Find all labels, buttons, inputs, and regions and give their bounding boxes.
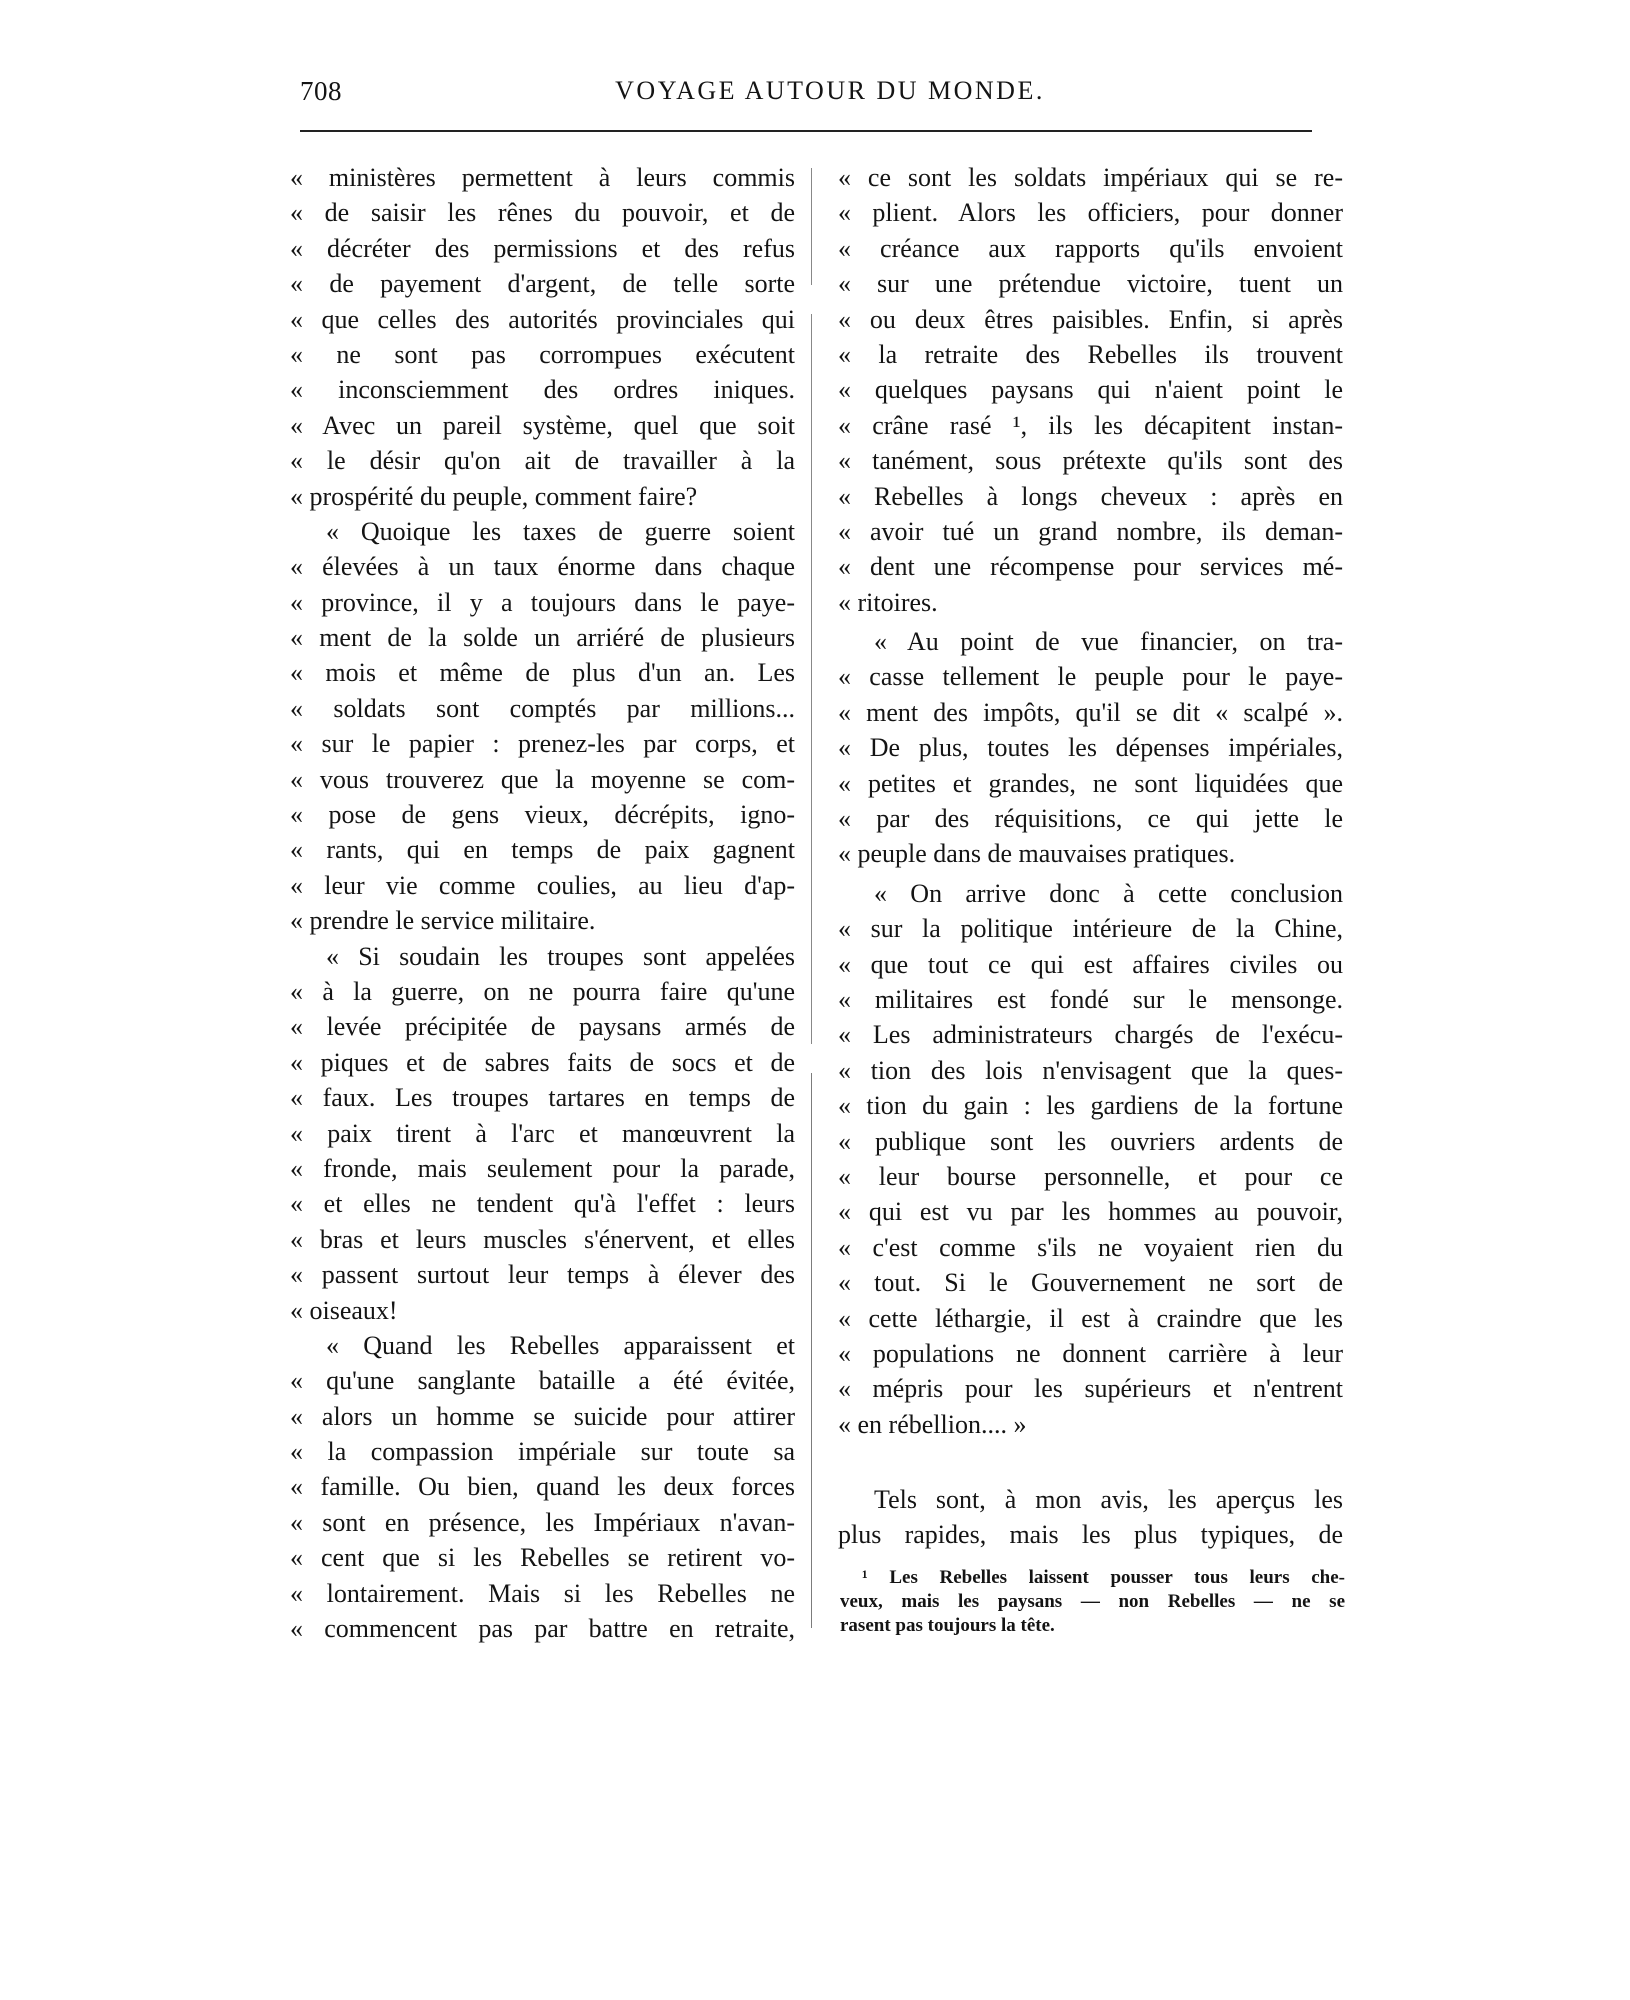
text-line: « passent surtout leur temps à élever des	[290, 1260, 795, 1290]
text-line: « la compassion impériale sur toute sa	[290, 1437, 795, 1467]
text-line: « Si soudain les troupes sont appelées	[326, 941, 795, 971]
text-line: « fronde, mais seulement pour la parade,	[290, 1153, 795, 1183]
text-line: « à la guerre, on ne pourra faire qu'une	[290, 976, 795, 1006]
text-line: « tanément, sous prétexte qu'ils sont des	[838, 446, 1343, 476]
text-line: « ne sont pas corrompues exécutent	[290, 339, 795, 369]
text-line: « pose de gens vieux, décrépits, igno-	[290, 800, 795, 830]
text-line: « Quoique les taxes de guerre soient	[326, 516, 795, 546]
text-line: « bras et leurs muscles s'énervent, et elles	[290, 1224, 795, 1254]
text-line: « soldats sont comptés par millions...	[290, 693, 795, 723]
text-line: « leur bourse personnelle, et pour ce	[838, 1161, 1343, 1191]
running-title: VOYAGE AUTOUR DU MONDE.	[615, 76, 1045, 105]
text-line: « que tout ce qui est affaires civiles ou	[838, 949, 1343, 979]
text-line: « que celles des autorités provinciales qui	[290, 304, 795, 334]
text-line: « cent que si les Rebelles se retirent vo-	[290, 1543, 795, 1573]
text-line: « Avec un pareil système, quel que soit	[290, 410, 795, 440]
paragraph	[290, 939, 795, 1328]
header-rule	[300, 130, 1312, 132]
text-line: « ou deux êtres paisibles. Enfin, si après	[838, 304, 1343, 334]
text-line: « mépris pour les supérieurs et n'entrent	[838, 1374, 1343, 1404]
paragraph	[838, 876, 1343, 1442]
text-line: « qu'une sanglante bataille a été évitée,	[290, 1366, 795, 1396]
text-line: « ministères permettent à leurs commis	[290, 163, 795, 192]
text-line: « paix tirent à l'arc et manœuvrent la	[290, 1118, 795, 1148]
paragraph	[290, 1328, 795, 1647]
text-line: « province, il y a toujours dans le paye-	[290, 587, 795, 617]
text-line: « peuple dans de mauvaises pratiques.	[838, 839, 1236, 869]
text-line: « ment de la solde un arriéré de plusieurs	[290, 623, 795, 653]
text-line: « oiseaux!	[290, 1295, 398, 1325]
text-line: « militaires est fondé sur le mensonge.	[838, 984, 1343, 1014]
text-line: « élevées à un taux énorme dans chaque	[290, 552, 795, 582]
text-line: « lontairement. Mais si les Rebelles ne	[290, 1578, 795, 1608]
paragraph	[838, 624, 1343, 872]
footnote-line: veux, mais les paysans — non Rebelles — ne se	[840, 1591, 1345, 1612]
text-line: « levée précipitée de paysans armés de	[290, 1012, 795, 1042]
text-line: « décréter des permissions et des refus	[290, 233, 795, 263]
text-line: « qui est vu par les hommes au pouvoir,	[838, 1197, 1343, 1227]
text-line: « casse tellement le peuple pour le paye-	[838, 662, 1343, 692]
text-line: « leur vie comme coulies, au lieu d'ap-	[290, 870, 795, 900]
paragraph	[838, 1482, 1343, 1553]
text-line: « rants, qui en temps de paix gagnent	[290, 835, 795, 865]
text-line: « sur la politique intérieure de la Chine,	[838, 914, 1343, 944]
text-line: « Quand les Rebelles apparaissent et	[326, 1330, 795, 1360]
text-line: « On arrive donc à cette conclusion	[874, 878, 1343, 908]
paragraph	[290, 514, 795, 939]
text-line: « tion du gain : les gardiens de la fortune	[838, 1091, 1343, 1121]
text-line: plus rapides, mais les plus typiques, de	[838, 1520, 1343, 1550]
text-line: « tion des lois n'envisagent que la ques-	[838, 1055, 1343, 1085]
text-line: « publique sont les ouvriers ardents de	[838, 1126, 1343, 1156]
text-line: « Au point de vue financier, on tra-	[874, 627, 1343, 657]
text-line: « crâne rasé ¹, ils les décapitent instan-	[838, 410, 1343, 440]
text-line: « quelques paysans qui n'aient point le	[838, 375, 1343, 405]
text-line: « mois et même de plus d'un an. Les	[290, 658, 795, 688]
text-line: « faux. Les troupes tartares en temps de	[290, 1083, 795, 1113]
text-line: « commencent pas par battre en retraite,	[290, 1614, 795, 1644]
right-column	[838, 160, 1343, 1553]
text-line: « ment des impôts, qu'il se dit « scalpé ».	[838, 697, 1343, 727]
text-line: « de saisir les rênes du pouvoir, et de	[290, 198, 795, 228]
text-line: « sur une prétendue victoire, tuent un	[838, 269, 1343, 299]
text-line: « plient. Alors les officiers, pour donner	[838, 198, 1343, 228]
text-line: « piques et de sabres faits de socs et de	[290, 1047, 795, 1077]
text-line: « tout. Si le Gouvernement ne sort de	[838, 1268, 1343, 1298]
text-line: « Les administrateurs chargés de l'exécu-	[838, 1020, 1343, 1050]
footnote-line: rasent pas toujours la tête.	[840, 1615, 1055, 1636]
text-line: « prendre le service militaire.	[290, 906, 596, 936]
footnote	[840, 1566, 1345, 1638]
text-line: « De plus, toutes les dépenses impériales,	[838, 733, 1343, 763]
text-line: « famille. Ou bien, quand les deux forces	[290, 1472, 795, 1502]
text-line: « petites et grandes, ne sont liquidées que	[838, 768, 1343, 798]
text-line: « c'est comme s'ils ne voyaient rien du	[838, 1232, 1343, 1262]
text-line: « vous trouverez que la moyenne se com-	[290, 764, 795, 794]
text-line: « sont en présence, les Impériaux n'avan-	[290, 1507, 795, 1537]
text-line: « créance aux rapports qu'ils envoient	[838, 233, 1343, 263]
text-line: « et elles ne tendent qu'à l'effet : leurs	[290, 1189, 795, 1219]
column-divider	[811, 168, 812, 1628]
text-line: « ritoires.	[838, 587, 938, 617]
text-line: « Rebelles à longs cheveux : après en	[838, 481, 1343, 511]
text-line: « par des réquisitions, ce qui jette le	[838, 804, 1343, 834]
text-line: Tels sont, à mon avis, les aperçus les	[874, 1485, 1343, 1515]
left-column	[290, 160, 795, 1646]
text-line: « ce sont les soldats impériaux qui se re-	[838, 163, 1343, 192]
paragraph	[838, 160, 1343, 620]
text-line: « sur le papier : prenez-les par corps, et	[290, 729, 795, 759]
text-line: « inconsciemment des ordres iniques.	[290, 375, 795, 405]
page-number: 708	[300, 76, 342, 106]
text-line: « la retraite des Rebelles ils trouvent	[838, 339, 1343, 369]
footnote-line: ¹ Les Rebelles laissent pousser tous leurs che-	[862, 1567, 1345, 1588]
text-line: « populations ne donnent carrière à leur	[838, 1338, 1343, 1368]
paragraph	[290, 160, 795, 514]
text-line: « prospérité du peuple, comment faire?	[290, 481, 698, 511]
text-line: « dent une récompense pour services mé-	[838, 552, 1343, 582]
text-line: « le désir qu'on ait de travailler à la	[290, 446, 795, 476]
text-line: « alors un homme se suicide pour attirer	[290, 1401, 795, 1431]
text-line: « de payement d'argent, de telle sorte	[290, 269, 795, 299]
text-line: « avoir tué un grand nombre, ils deman-	[838, 516, 1343, 546]
text-line: « cette léthargie, il est à craindre que les	[838, 1303, 1343, 1333]
text-line: « en rébellion.... »	[838, 1409, 1027, 1439]
